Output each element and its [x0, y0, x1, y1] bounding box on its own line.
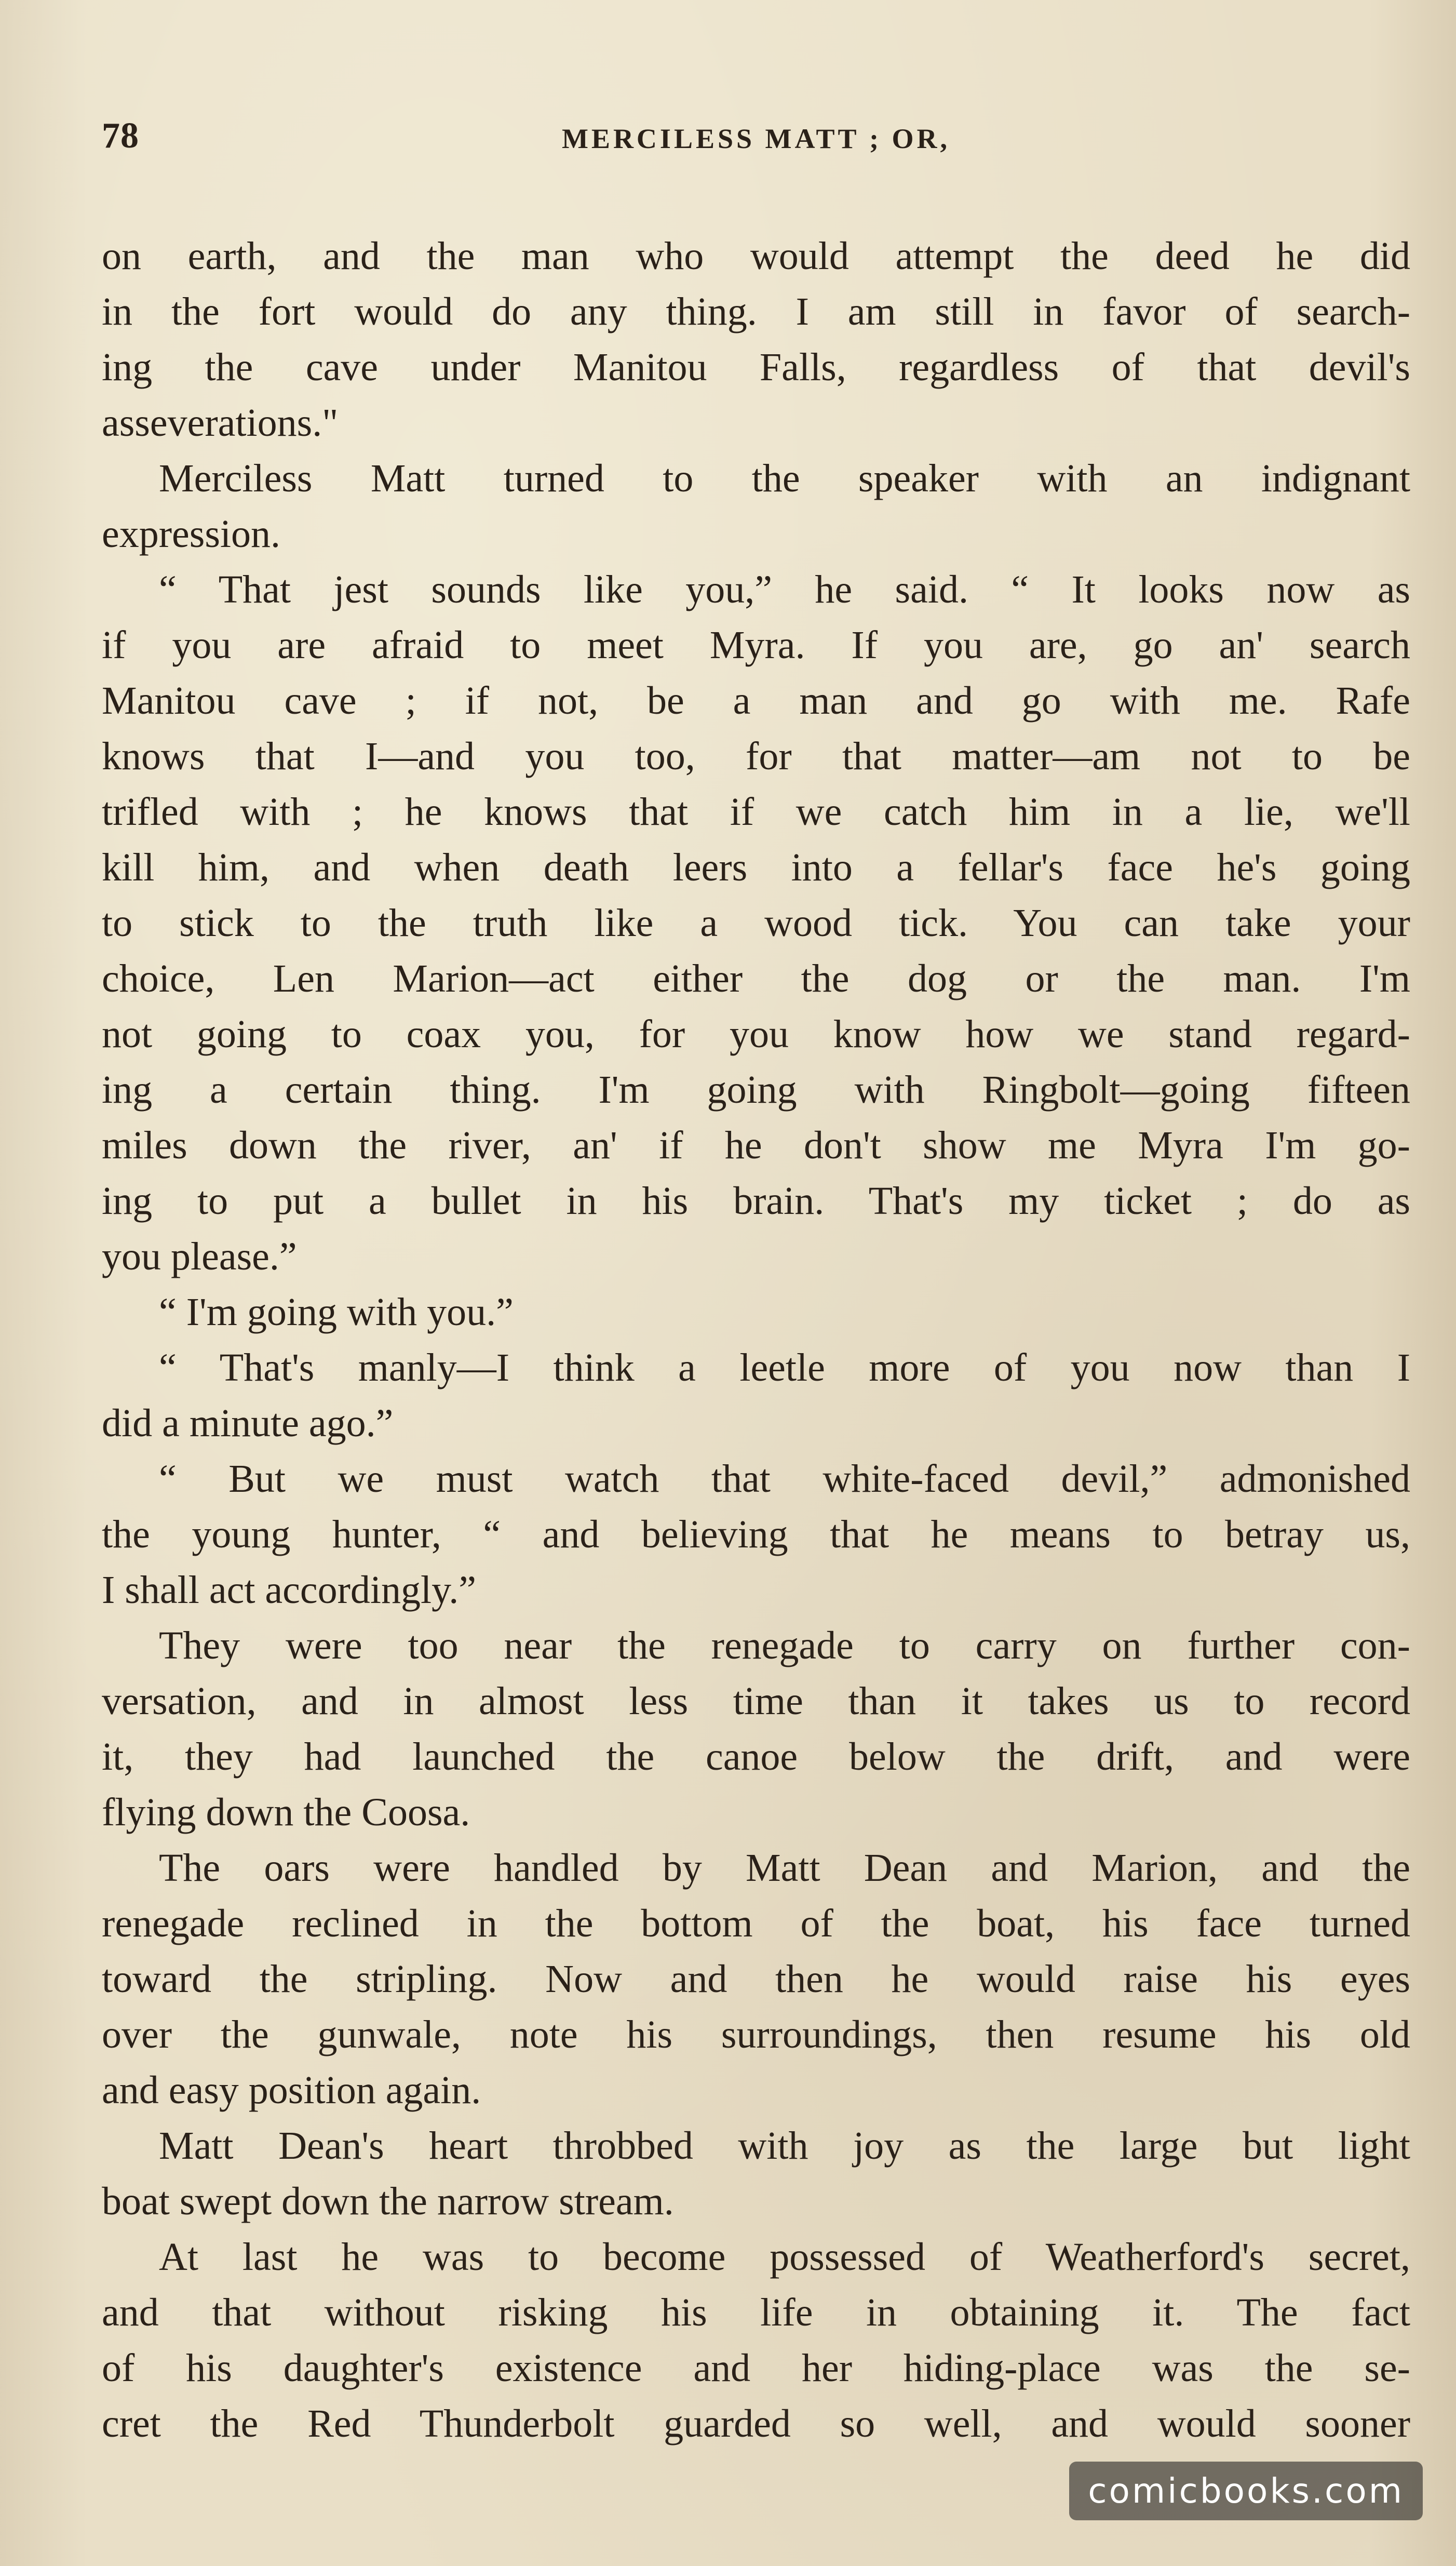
running-title: MERCILESS MATT ; OR, [561, 123, 951, 154]
text-line: cret the Red Thunderbolt guarded so well, and would sooner [102, 2402, 1410, 2445]
text-line: of his daughter's existence and her hiding-place was the se- [102, 2346, 1410, 2390]
text-line: the young hunter, “ and believing that he means to betray us, [102, 1513, 1410, 1556]
text-line: Merciless Matt turned to the speaker with an indignant [159, 457, 1410, 500]
text-line: and that without risking his life in obtaining it. The fact [102, 2291, 1410, 2334]
text-line: The oars were handled by Matt Dean and Marion, and the [159, 1846, 1410, 1890]
text-line: boat swept down the narrow stream. [102, 2180, 674, 2223]
page-number: 78 [102, 116, 139, 156]
body-text [102, 229, 1410, 2452]
text-line: ing to put a bullet in his brain. That's my ticket ; do as [102, 1179, 1410, 1223]
text-line: knows that I—and you too, for that matter—am not to be [102, 734, 1410, 778]
text-line: “ I'm going with you.” [159, 1290, 514, 1334]
text-line: in the fort would do any thing. I am still in favor of search- [102, 290, 1410, 333]
text-line: you please.” [102, 1235, 297, 1278]
text-line: renegade reclined in the bottom of the boat, his face turned [102, 1902, 1410, 1945]
text-line: At last he was to become possessed of Weatherford's secret, [159, 2235, 1410, 2279]
text-line: ing a certain thing. I'm going with Ringbolt—going fifteen [102, 1068, 1410, 1112]
text-line: trifled with ; he knows that if we catch him in a lie, we'll [102, 790, 1410, 834]
text-line: to stick to the truth like a wood tick. You can take your [102, 901, 1410, 945]
text-line: miles down the river, an' if he don't show me Myra I'm go- [102, 1124, 1410, 1167]
text-line: asseverations." [102, 401, 339, 445]
text-line: flying down the Coosa. [102, 1790, 470, 1834]
text-line: Matt Dean's heart throbbed with joy as the large but light [159, 2124, 1410, 2168]
text-line: did a minute ago.” [102, 1401, 394, 1445]
text-line: I shall act accordingly.” [102, 1568, 476, 1612]
text-line: and easy position again. [102, 2068, 481, 2112]
text-line: if you are afraid to meet Myra. If you are, go an' search [102, 623, 1410, 667]
text-line: on earth, and the man who would attempt the deed he did [102, 234, 1410, 278]
text-line: expression. [102, 512, 281, 556]
text-line: versation, and in almost less time than it takes us to record [102, 1679, 1410, 1723]
text-line: ing the cave under Manitou Falls, regardless of that devil's [102, 345, 1410, 389]
running-head [102, 115, 1410, 172]
text-line: “ But we must watch that white-faced devil,” admonished [159, 1457, 1410, 1501]
text-line: choice, Len Marion—act either the dog or the man. I'm [102, 957, 1410, 1000]
text-line: over the gunwale, note his surroundings, then resume his old [102, 2013, 1410, 2056]
text-line: not going to coax you, for you know how we stand regard- [102, 1012, 1410, 1056]
text-line: They were too near the renegade to carry on further con- [159, 1624, 1410, 1667]
text-line: kill him, and when death leers into a fellar's face he's going [102, 846, 1410, 889]
watermark: comicbooks.com [1069, 2462, 1423, 2520]
text-line: Manitou cave ; if not, be a man and go with me. Rafe [102, 679, 1410, 723]
text-line: “ That's manly—I think a leetle more of you now than I [159, 1346, 1410, 1389]
text-line: it, they had launched the canoe below the drift, and were [102, 1735, 1410, 1779]
text-line: “ That jest sounds like you,” he said. “ It looks now as [159, 568, 1410, 611]
text-line: toward the stripling. Now and then he would raise his eyes [102, 1957, 1410, 2001]
